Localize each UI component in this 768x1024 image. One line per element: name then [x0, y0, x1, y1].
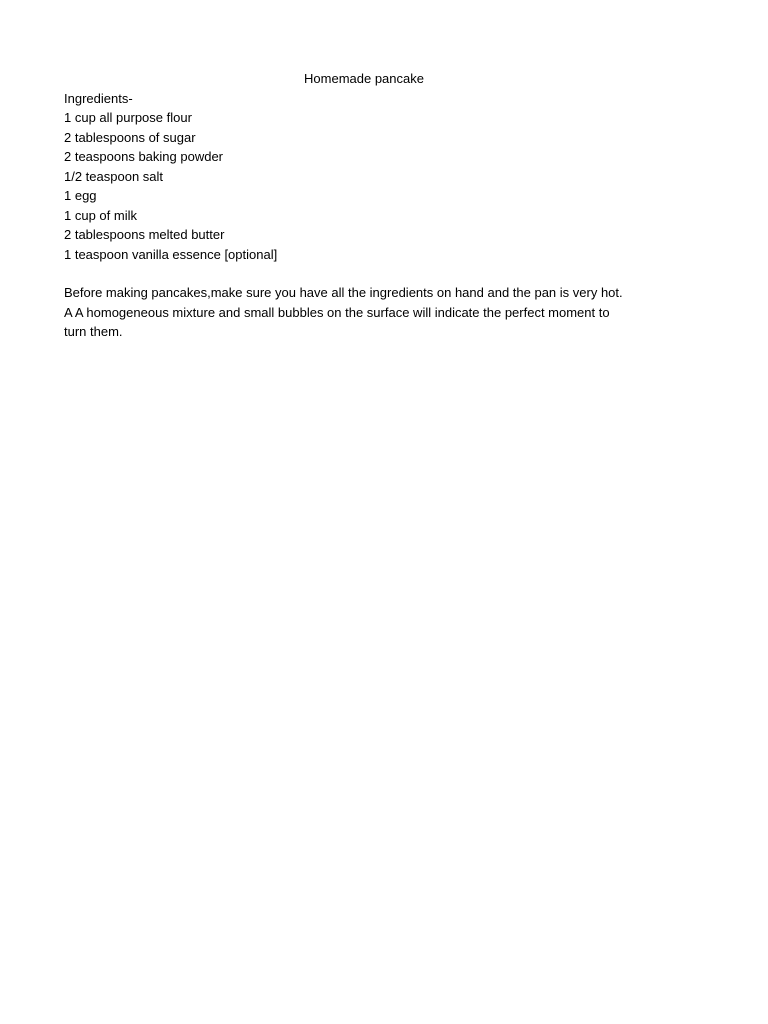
ingredient-item: 1 cup all purpose flour: [64, 110, 192, 125]
ingredient-item: 1 egg: [64, 188, 97, 203]
document-body: [64, 69, 634, 342]
ingredients-list: [64, 108, 634, 264]
ingredient-item: 1 teaspoon vanilla essence [optional]: [64, 246, 278, 262]
ingredients-heading: Ingredients-: [64, 90, 133, 106]
ingredient-item: 1/2 teaspoon salt: [64, 168, 164, 184]
ingredient-item: 2 teaspoons baking powder: [64, 149, 224, 164]
ingredient-item: 2 tablespoons of sugar: [64, 129, 196, 145]
ingredient-item: 2 tablespoons melted butter: [64, 227, 225, 242]
ingredient-item: 1 cup of milk: [64, 207, 137, 223]
instructions-paragraph: Before making pancakes,make sure you have all the ingredients on hand and the pan is very hot. A A homogeneous mixture and small bubbles on the surface will indicate the perfect moment to turn them.: [64, 285, 623, 339]
document-title: Homemade pancake: [304, 71, 424, 86]
